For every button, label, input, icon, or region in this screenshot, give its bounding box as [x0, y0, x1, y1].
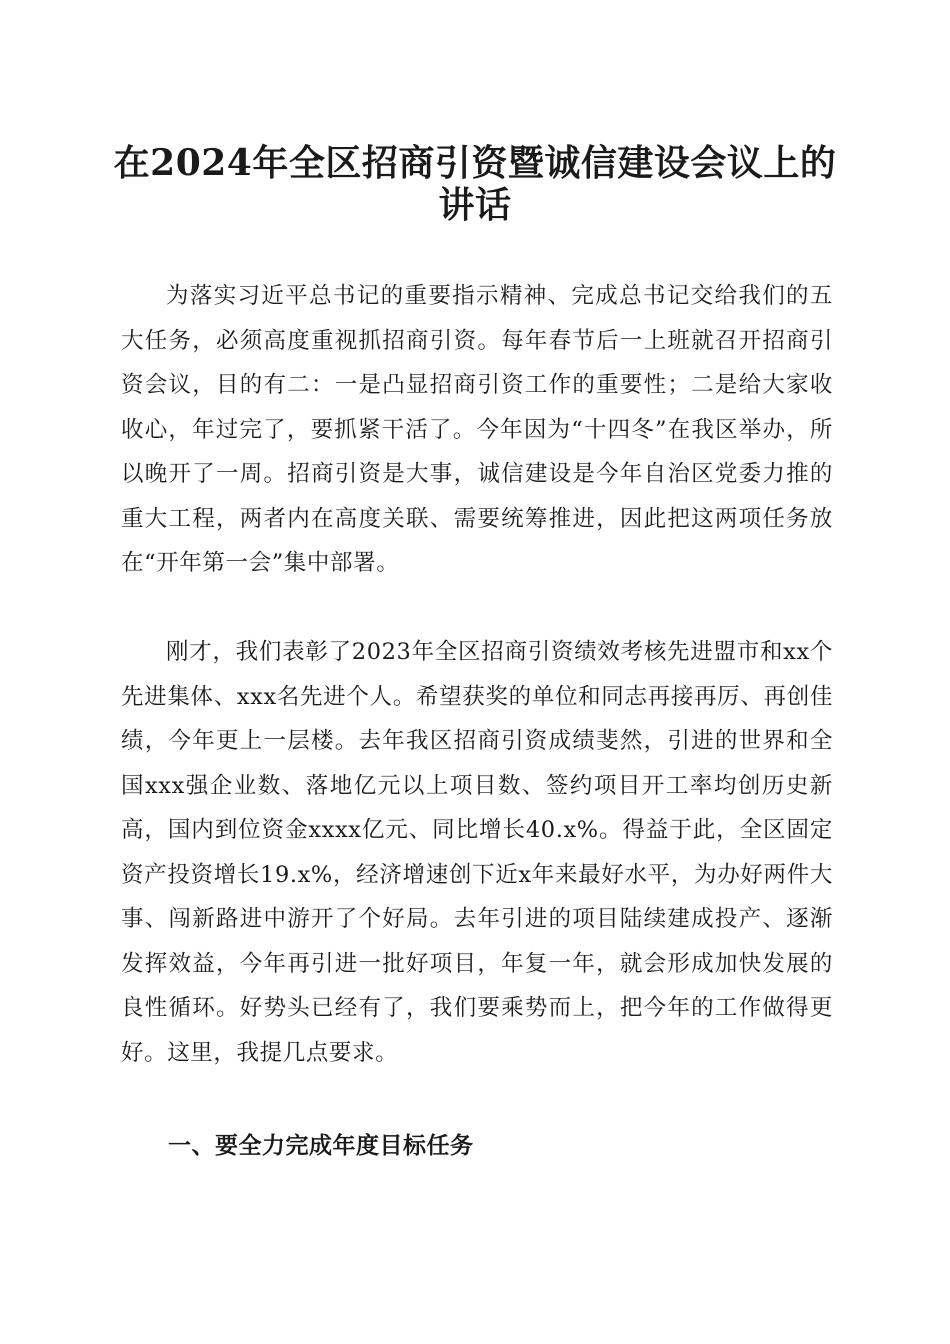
body-paragraph-2: 刚才，我们表彰了2023年全区招商引资绩效考核先进盟市和xx个先进集体、xxx名先进个人。希望获奖的单位和同志再接再厉、再创佳绩，今年更上一层楼。去年我区招商引资成绩斐然，引进的世界和全国xxx强企业数、落地亿元以上项目数、签约项目开工率均创历史新高，国内到位资金xxxx亿元、同比增长40.x%。得益于此，全区固定资产投资增长19.x%，经济增速创下近x年来最好水平，为办好两件大事、闯新路进中游开了个好局。去年引进的项目陆续建成投产、逐渐发挥效益，今年再引进一批好项目，年复一年，就会形成加快发展的良性循环。好势头已经有了，我们要乘势而上，把今年的工作做得更好。这里，我提几点要求。	[121, 639, 833, 1066]
document-title-line1: 在2024年全区招商引资暨诚信建设会议上的	[113, 142, 837, 184]
document-title-line2: 讲话	[438, 184, 512, 226]
section-heading: 一、要全力完成年度目标任务	[168, 1133, 474, 1159]
body-paragraph-1: 为落实习近平总书记的重要指示精神、完成总书记交给我们的五大任务，必须高度重视抓招商引资。每年春节后一上班就召开招商引资会议，目的有二：一是凸显招商引资工作的重要性；二是给大家收收心，年过完了，要抓紧干活了。今年因为“十四冬”在我区举办，所以晚开了一周。招商引资是大事，诚信建设是今年自治区党委力推的重大工程，两者内在高度关联、需要统筹推进，因此把这两项任务放在“开年第一会”集中部署。	[121, 283, 833, 576]
